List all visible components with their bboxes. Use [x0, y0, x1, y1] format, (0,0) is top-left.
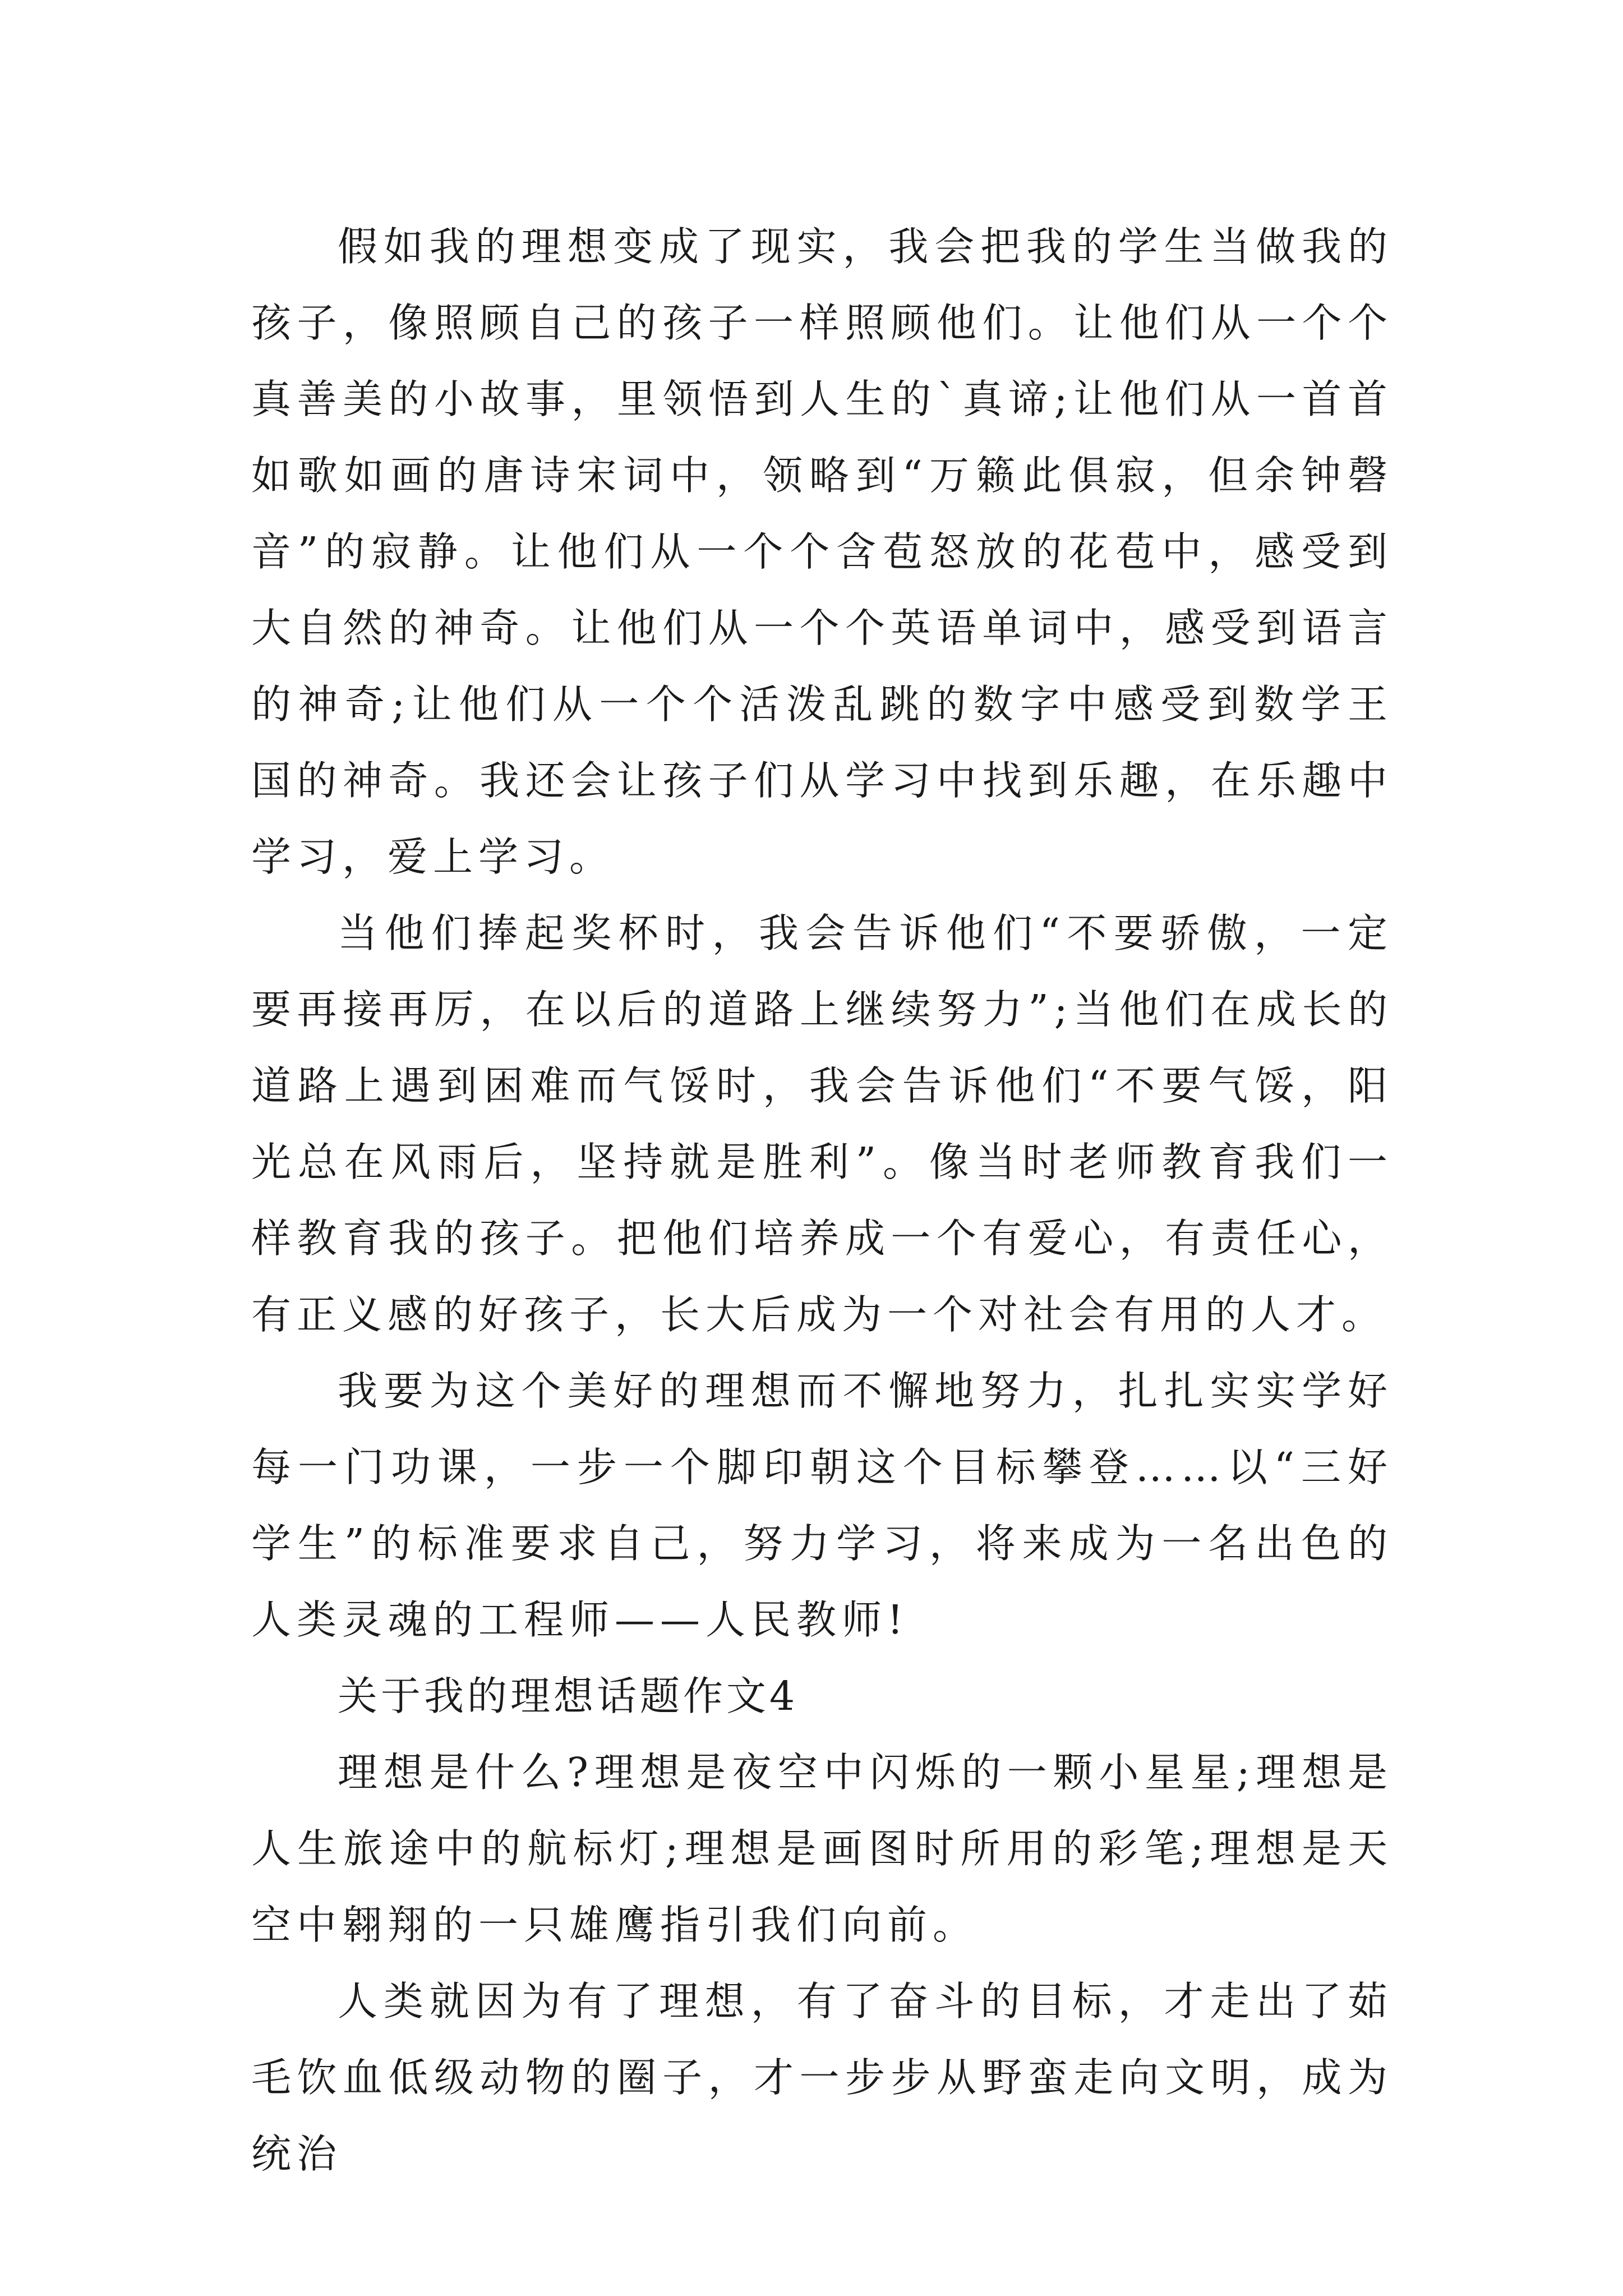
- paragraph-4: 理想是什么?理想是夜空中闪烁的一颗小星星;理想是人生旅途中的航标灯;理想是画图时所用的彩笔;理想是天空中翱翔的一只雄鹰指引我们向前。: [251, 1749, 1393, 1948]
- document-body: [251, 209, 1393, 2192]
- section-heading: 关于我的理想话题作文4: [338, 1673, 799, 1719]
- paragraph-2: 当他们捧起奖杯时，我会告诉他们“不要骄傲，一定要再接再厉，在以后的道路上继续努力”;当他们在成长的道路上遇到困难而气馁时，我会告诉他们“不要气馁，阳光总在风雨后，坚持就是胜利”。像当时老师教育我们一样教育我的孩子。把他们培养成一个有爱心，有责任心，有正义感的好孩子，长大后成为一个对社会有用的人才。: [251, 910, 1393, 1338]
- paragraph-1: 假如我的理想变成了现实，我会把我的学生当做我的孩子，像照顾自己的孩子一样照顾他们。让他们从一个个真善美的小故事，里领悟到人生的`真谛;让他们从一首首如歌如画的唐诗宋词中，领略到“万籁此俱寂，但余钟磬音”的寂静。让他们从一个个含苞怒放的花苞中，感受到大自然的神奇。让他们从一个个英语单词中，感受到语言的神奇;让他们从一个个活泼乱跳的数字中感受到数学王国的神奇。我还会让孩子们从学习中找到乐趣，在乐趣中学习，爱上学习。: [251, 223, 1393, 880]
- paragraph-5: 人类就因为有了理想，有了奋斗的目标，才走出了茹毛饮血低级动物的圈子，才一步步从野蛮走向文明，成为统治: [251, 1978, 1393, 2177]
- paragraph-3: 我要为这个美好的理想而不懈地努力，扎扎实实学好每一门功课，一步一个脚印朝这个目标攀登……以“三好学生”的标准要求自己，努力学习，将来成为一名出色的人类灵魂的工程师——人民教师!: [251, 1368, 1393, 1643]
